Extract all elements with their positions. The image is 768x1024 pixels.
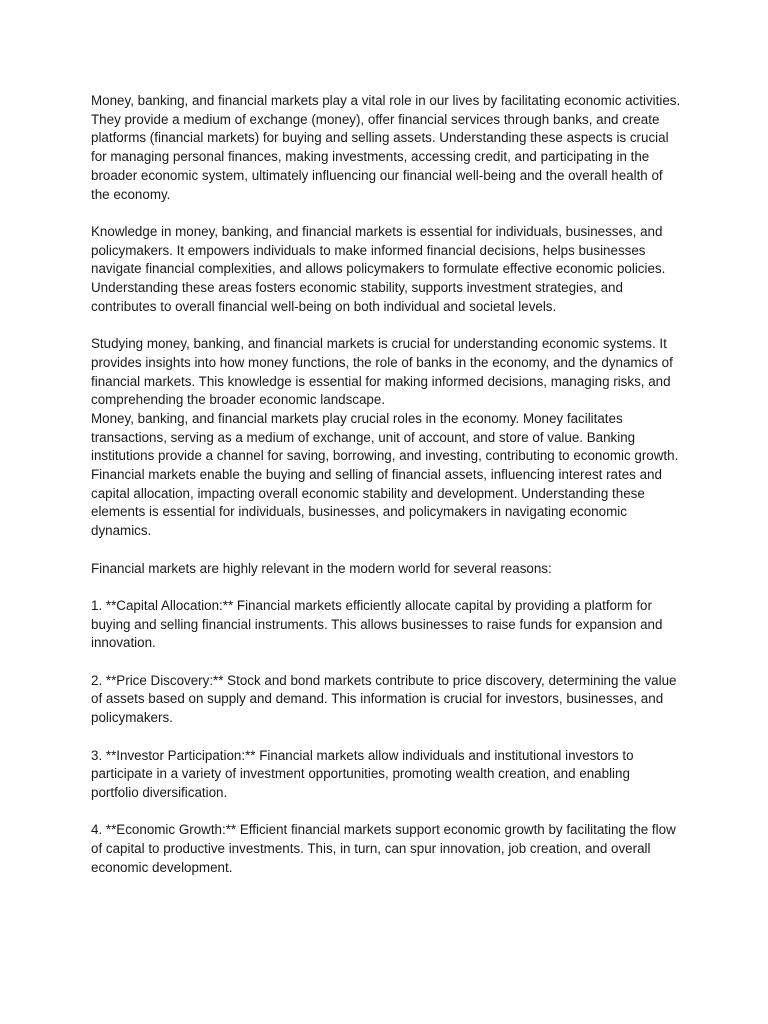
paragraph-studying-importance: Studying money, banking, and financial markets is crucial for understanding economic systems. It provides insights into how money functions, the role of banks in the economy, and the dynamics of financial markets. This knowledge is essential for making informed decisions, managing risks, and comprehending the broader economic landscape.	[91, 336, 673, 408]
paragraph-knowledge-importance: Knowledge in money, banking, and financial markets is essential for individuals, businesses, and policymakers. It empowers individuals to make informed financial decisions, helps businesses navigate financial complexities, and allows policymakers to formulate effective economic policies. Understanding these areas fosters economic stability, supports investment strategies, and contributes to overall financial well-being on both individual and societal levels.	[91, 223, 666, 314]
list-item-capital-allocation: 1. **Capital Allocation:** Financial markets efficiently allocate capital by providing a platform for buying and selling financial instruments. This allows businesses to raise funds for expansion and innovation.	[91, 597, 663, 651]
list-item-price-discovery: 2. **Price Discovery:** Stock and bond markets contribute to price discovery, determining the value of assets based on supply and demand. This information is crucial for investors, businesses, and policymakers.	[91, 672, 677, 726]
list-item-investor-participation: 3. **Investor Participation:** Financial markets allow individuals and institutional investors to participate in a variety of investment opportunities, promoting wealth creation, and enabling portfolio diversification.	[91, 747, 634, 800]
paragraph-relevance-intro: Financial markets are highly relevant in the modern world for several reasons:	[91, 560, 552, 576]
list-item-economic-growth: 4. **Economic Growth:** Efficient financial markets support economic growth by facilitating the flow of capital to productive investments. This, in turn, can spur innovation, job creation, and overall economic development.	[91, 822, 676, 875]
document-page	[91, 92, 681, 896]
paragraph-crucial-roles: Money, banking, and financial markets play crucial roles in the economy. Money facilitates transactions, serving as a medium of exchange, unit of account, and store of value. Banking institutions provide a channel for saving, borrowing, and investing, contributing to economic growth. Financial markets enable the buying and selling of financial assets, influencing interest rates and capital allocation, impacting overall economic stability and development. Understanding these elements is essential for individuals, businesses, and policymakers in navigating economic dynamics.	[91, 410, 679, 539]
paragraph-role-of-money-banking: Money, banking, and financial markets play a vital role in our lives by facilitating economic activities. They provide a medium of exchange (money), offer financial services through banks, and create platforms (financial markets) for buying and selling assets. Understanding these aspects is crucial for managing personal finances, making investments, accessing credit, and participating in the broader economic system, ultimately influencing our financial well-being and the overall health of the economy.	[91, 93, 681, 202]
